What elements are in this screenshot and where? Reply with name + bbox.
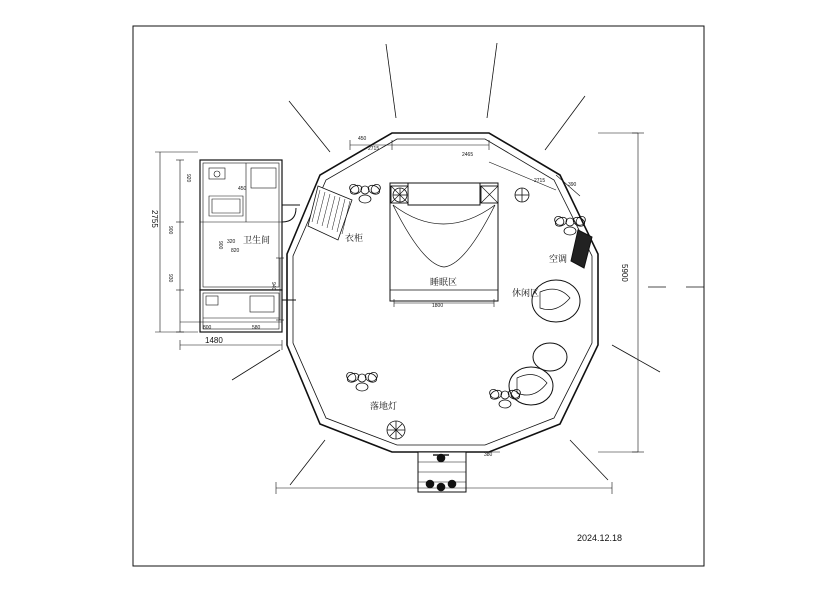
dim-1800: 1800 (432, 303, 444, 309)
room-label-lounge-area: 休闲区 (512, 288, 540, 298)
dim-900-left: 900 (167, 226, 173, 235)
dim-920: 920 (185, 174, 191, 183)
dim-5900: 5900 (620, 264, 629, 282)
dim-380: 380 (484, 452, 493, 458)
room-label-floor-lamp: 落地灯 (370, 401, 398, 411)
dim-320: 320 (227, 239, 236, 245)
dim-580: 580 (252, 325, 261, 331)
dim-450-top: 450 (358, 136, 367, 142)
dim-820: 820 (231, 248, 240, 254)
dim-390: 390 (568, 182, 577, 188)
dim-2715-left: 2715 (368, 146, 380, 152)
drawing-date: 2024.12.18 (577, 533, 623, 543)
dim-2755: 2755 (150, 210, 159, 228)
dim-900-bath: 900 (217, 241, 223, 250)
dim-450-bath: 450 (238, 186, 247, 192)
dim-1480: 1480 (205, 336, 223, 345)
room-label-bathroom: 卫生间 (243, 235, 271, 245)
dim-930: 930 (167, 274, 173, 283)
room-label-air-conditioner: 空调 (549, 254, 568, 264)
room-label-sleeping-area: 睡眠区 (430, 277, 458, 287)
dim-800: 800 (203, 325, 212, 331)
dim-2465: 2465 (462, 152, 474, 158)
dim-940: 940 (270, 282, 276, 291)
room-label-wardrobe: 衣柜 (345, 233, 364, 243)
dim-2715-right: 2715 (534, 178, 546, 184)
